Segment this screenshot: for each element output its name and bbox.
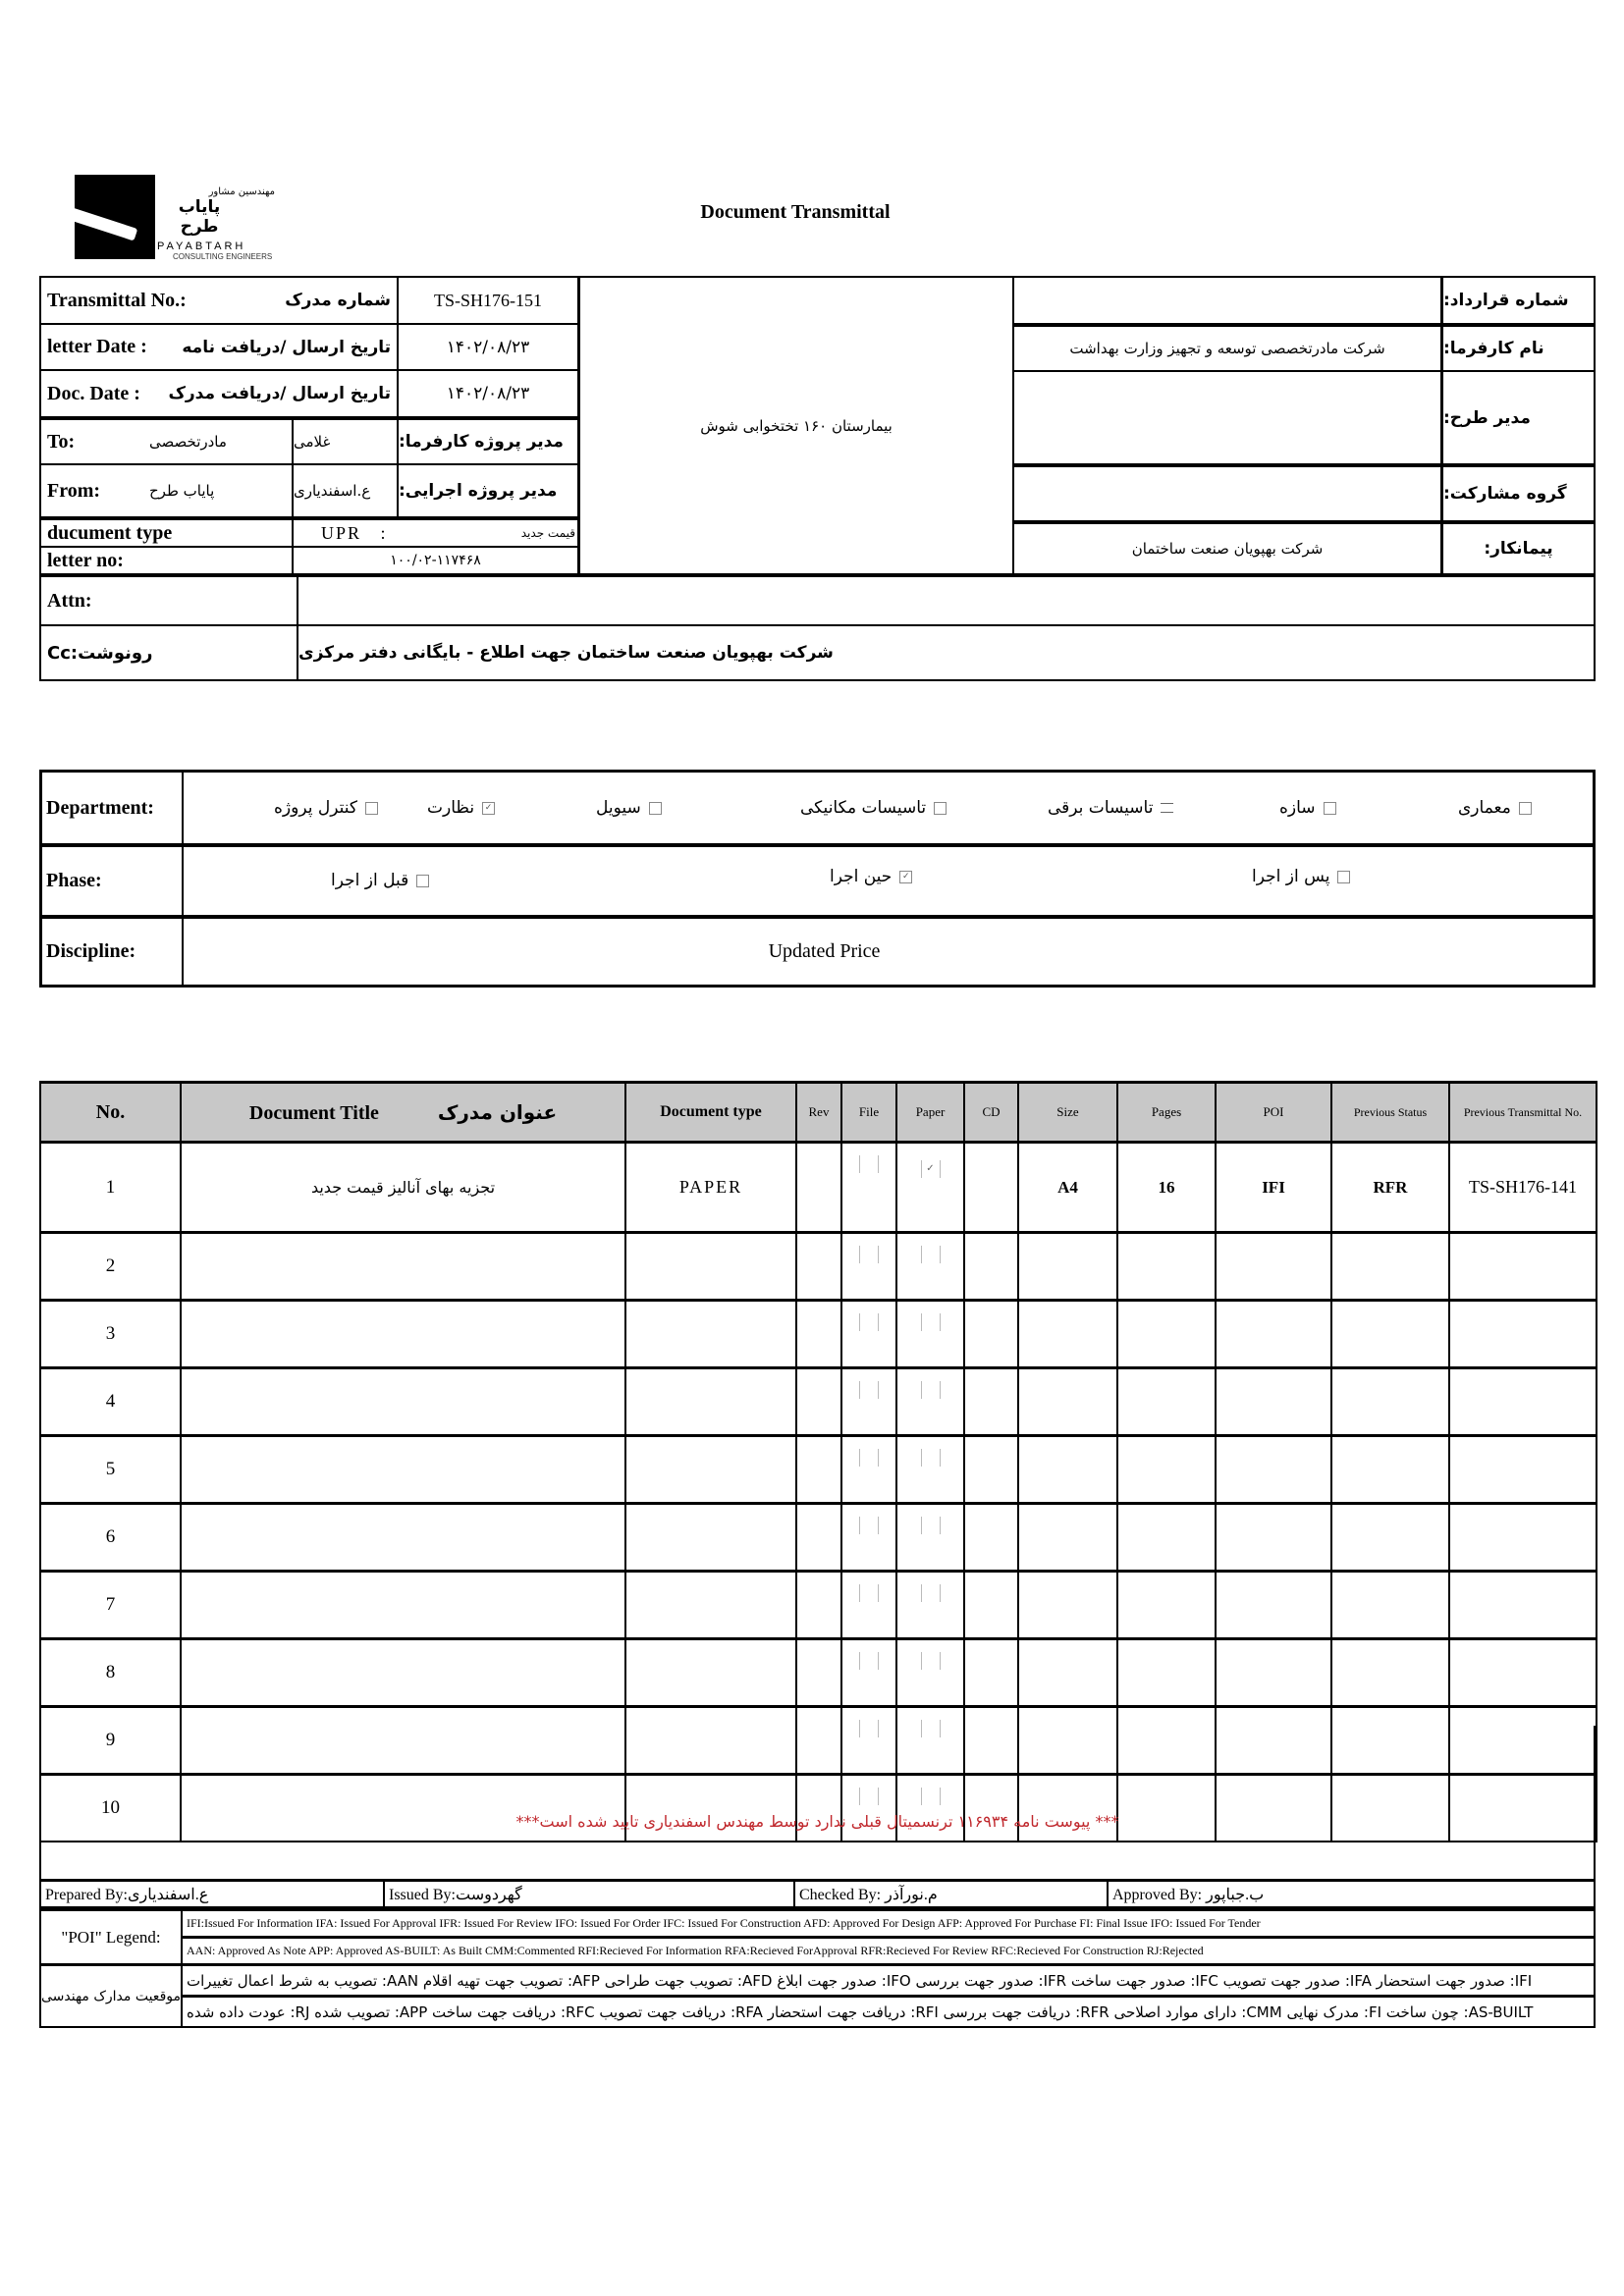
cell-type: PAPER <box>625 1143 796 1233</box>
cell-previous-transmittal <box>1449 1504 1597 1572</box>
cell-title <box>181 1368 625 1436</box>
cell-file[interactable] <box>841 1233 896 1301</box>
cell-size <box>1018 1436 1117 1504</box>
poi-legend-line-2: AAN: Approved As Note APP: Approved AS-BUILT: As Built CMM:Commented RFI:Recieved For Information RFA:Recieved ForApproval RFR:Recieved For Review RFC:Recieved For Construction RJ:Rejected <box>183 1936 1594 1963</box>
transmittal-no-value: TS-SH176-151 <box>397 278 577 323</box>
cell-pages <box>1117 1368 1216 1436</box>
discipline-value: Updated Price <box>182 915 1593 985</box>
client-value: شرکت مادرتخصصی توسعه و تجهیز وزارت بهداشت <box>1012 323 1440 370</box>
checkbox-icon[interactable] <box>1519 802 1532 815</box>
cell-title <box>181 1436 625 1504</box>
cell-no: 10 <box>40 1775 181 1842</box>
cell-poi <box>1216 1301 1331 1368</box>
cell-previous-status <box>1331 1436 1449 1504</box>
checkbox-icon[interactable] <box>1161 803 1173 813</box>
signature-row <box>39 1879 1596 1908</box>
issued-by: Issued By:گهردوست <box>385 1882 795 1906</box>
column-header-previous-transmittal: Previous Transmittal No. <box>1449 1083 1597 1143</box>
cell-no: 9 <box>40 1707 181 1775</box>
contract-no-label: شماره قرارداد: <box>1440 278 1594 323</box>
paper-checkbox-checked-icon[interactable]: ✓ <box>921 1160 941 1178</box>
checkbox-icon[interactable] <box>365 802 378 815</box>
file-checkbox-icon[interactable] <box>859 1246 879 1263</box>
column-header-paper: Paper <box>896 1083 964 1143</box>
column-header-size: Size <box>1018 1083 1117 1143</box>
department-label: Department: <box>46 796 154 819</box>
paper-checkbox-icon[interactable] <box>921 1517 941 1534</box>
note-text: *** پیوست نامه ۱۱۶۹۳۴ ترنسمیتال قبلی ندارد توسط مهندس اسفندیاری تایید شده است*** <box>515 1812 1119 1831</box>
client-label: نام کارفرما: <box>1440 323 1594 370</box>
plan-manager-value <box>1012 370 1440 463</box>
phase-options <box>182 843 1593 915</box>
department-option-structure[interactable]: سازه <box>1279 798 1336 818</box>
cell-cd <box>964 1143 1018 1233</box>
checkbox-icon[interactable] <box>416 875 429 887</box>
cell-pages <box>1117 1436 1216 1504</box>
executive-pm-value: ع.اسفندیاری <box>292 463 397 516</box>
paper-checkbox-icon[interactable] <box>921 1652 941 1670</box>
file-checkbox-icon[interactable] <box>859 1652 879 1670</box>
file-checkbox-icon[interactable] <box>859 1449 879 1467</box>
cell-pages <box>1117 1233 1216 1301</box>
cell-pages <box>1117 1639 1216 1707</box>
cell-type <box>625 1233 796 1301</box>
cell-rev <box>796 1301 841 1368</box>
cell-poi <box>1216 1639 1331 1707</box>
cell-previous-transmittal: TS-SH176-141 <box>1449 1143 1597 1233</box>
logo-fa-name: پایاب طرح <box>178 197 221 237</box>
poi-legend-label: "POI" Legend: <box>41 1911 183 1963</box>
cell-previous-transmittal <box>1449 1436 1597 1504</box>
letter-date-label: letter Date : تاریخ ارسال /دریافت نامه <box>41 323 397 369</box>
column-header-type: Document type <box>625 1083 796 1143</box>
cell-paper[interactable] <box>896 1368 964 1436</box>
cell-file[interactable] <box>841 1436 896 1504</box>
cell-rev <box>796 1368 841 1436</box>
cell-paper[interactable] <box>896 1436 964 1504</box>
letter-date-value: ۱۴۰۲/۰۸/۲۳ <box>397 323 577 369</box>
cell-rev <box>796 1639 841 1707</box>
status-legend-label: موقعیت مدارک مهندسی <box>41 1966 183 2026</box>
project-name: بیمارستان ۱۶۰ تختخوابی شوش <box>577 278 1012 573</box>
column-header-poi: POI <box>1216 1083 1331 1143</box>
cell-poi <box>1216 1368 1331 1436</box>
table-row <box>40 1572 1597 1639</box>
cell-pages <box>1117 1572 1216 1639</box>
table-row <box>40 1301 1597 1368</box>
cell-file[interactable] <box>841 1301 896 1368</box>
file-checkbox-icon[interactable] <box>859 1381 879 1399</box>
cell-previous-transmittal <box>1449 1233 1597 1301</box>
cell-title <box>181 1233 625 1301</box>
transmittal-no-label: Transmittal No.: شماره مدرک <box>47 289 391 311</box>
cell-previous-status <box>1331 1572 1449 1639</box>
cell-size: A4 <box>1018 1143 1117 1233</box>
cell-paper[interactable] <box>896 1572 964 1639</box>
note-area <box>39 1726 1596 1881</box>
table-header-row <box>40 1083 1597 1143</box>
column-header-title: Document Title عنوان مدرک <box>181 1083 625 1143</box>
paper-checkbox-icon[interactable] <box>921 1449 941 1467</box>
partnership-value <box>1012 463 1440 520</box>
table-row <box>40 1504 1597 1572</box>
paper-checkbox-icon[interactable] <box>921 1313 941 1331</box>
cell-file[interactable] <box>841 1504 896 1572</box>
cell-file[interactable] <box>841 1572 896 1639</box>
cell-poi: IFI <box>1216 1143 1331 1233</box>
cell-size <box>1018 1301 1117 1368</box>
cell-type <box>625 1436 796 1504</box>
column-header-no: No. <box>40 1083 181 1143</box>
cell-type <box>625 1572 796 1639</box>
cell-previous-status: RFR <box>1331 1143 1449 1233</box>
cell-rev <box>796 1436 841 1504</box>
client-pm-label: مدیر پروژه کارفرما: <box>397 416 577 463</box>
table-row <box>40 1639 1597 1707</box>
cell-rev <box>796 1233 841 1301</box>
department-option-architecture[interactable]: معماری <box>1458 798 1532 818</box>
cell-type <box>625 1301 796 1368</box>
cell-type <box>625 1639 796 1707</box>
cell-cd <box>964 1233 1018 1301</box>
cell-type <box>625 1504 796 1572</box>
logo-en-subtitle: CONSULTING ENGINEERS <box>173 252 273 261</box>
department-option-civil[interactable]: سیویل <box>596 798 662 818</box>
cell-size <box>1018 1639 1117 1707</box>
table-row <box>40 1368 1597 1436</box>
column-header-previous-status: Previous Status <box>1331 1083 1449 1143</box>
cell-paper[interactable] <box>896 1301 964 1368</box>
cell-previous-transmittal <box>1449 1301 1597 1368</box>
letter-no-value: ۱۰۰/۰۲-۱۱۷۴۶۸ <box>292 546 577 573</box>
checkbox-icon[interactable] <box>649 802 662 815</box>
status-legend-line-2: AS-BUILT: چون ساخت FI: مدرک نهایی CMM: دارای موارد اصلاحی RFR: دریافت جهت بررسی RFI: دریافت جهت استحضار RFA: دریافت جهت تصویب RFC: دریافت جهت ساخت APP: تصویب شده RJ: عودت داده شده <box>183 1995 1594 2026</box>
file-checkbox-icon[interactable] <box>859 1155 879 1173</box>
cell-title <box>181 1639 625 1707</box>
cell-poi <box>1216 1572 1331 1639</box>
checkbox-checked-icon[interactable]: ✓ <box>482 802 495 815</box>
paper-checkbox-icon[interactable] <box>921 1381 941 1399</box>
cell-rev <box>796 1504 841 1572</box>
status-legend-line-1: IFI: صدور جهت استحضار IFA: صدور جهت تصویب IFC: صدور جهت ساخت IFR: صدور جهت بررسی IFO: صدور جهت ابلاغ AFD: تصویب جهت طراحی AFP: تصویب جهت تهیه اقلام AAN: تصویب به شرط اعمال تغییرات <box>187 1971 1533 1990</box>
checkbox-checked-icon[interactable]: ✓ <box>899 871 912 883</box>
cc-label: Cc:رونوشت <box>41 624 297 679</box>
department-option-project-control[interactable]: کنترل پروژه <box>274 798 378 818</box>
prepared-by: Prepared By:ع.اسفندیاری <box>41 1882 385 1906</box>
checkbox-icon[interactable] <box>934 802 947 815</box>
contractor-label: پیمانکار: <box>1440 520 1594 573</box>
paper-checkbox-icon[interactable] <box>921 1246 941 1263</box>
cell-rev <box>796 1143 841 1233</box>
letter-no-label: letter no: <box>41 546 292 573</box>
file-checkbox-icon[interactable] <box>859 1313 879 1331</box>
file-checkbox-icon[interactable] <box>859 1517 879 1534</box>
cell-cd <box>964 1436 1018 1504</box>
department-option-mechanical[interactable]: تاسیسات مکانیکی <box>800 798 947 818</box>
doc-date-label: Doc. Date : تاریخ ارسال /دریافت مدرک <box>41 369 397 416</box>
table-row <box>40 1436 1597 1504</box>
contractor-value: شرکت بهپویان صنعت ساختمان <box>1012 520 1440 573</box>
column-header-cd: CD <box>964 1083 1018 1143</box>
cell-poi <box>1216 1504 1331 1572</box>
poi-legend <box>39 1908 1596 2028</box>
cell-previous-transmittal <box>1449 1572 1597 1639</box>
company-logo <box>75 175 155 259</box>
classification-block <box>39 770 1596 988</box>
cell-pages: 16 <box>1117 1143 1216 1233</box>
company-logo-text <box>157 187 285 261</box>
attn-value <box>297 573 1594 624</box>
cc-value: شرکت بهپویان صنعت ساختمان جهت اطلاع - بایگانی دفتر مرکزی <box>297 624 1594 679</box>
table-row <box>40 1143 1597 1233</box>
cell-file[interactable] <box>841 1639 896 1707</box>
cell-poi <box>1216 1436 1331 1504</box>
cell-no: 8 <box>40 1639 181 1707</box>
to-value: مادرتخصصی <box>149 416 292 463</box>
cell-file[interactable] <box>841 1368 896 1436</box>
cell-title <box>181 1504 625 1572</box>
logo-en-name: PAYABTARH <box>157 240 246 252</box>
cell-cd <box>964 1301 1018 1368</box>
cell-no: 2 <box>40 1233 181 1301</box>
discipline-label: Discipline: <box>42 915 182 985</box>
cell-cd <box>964 1572 1018 1639</box>
phase-option-after[interactable]: پس از اجرا <box>1252 867 1350 886</box>
cell-previous-status <box>1331 1368 1449 1436</box>
from-value: پایاب طرح <box>149 482 215 500</box>
column-header-rev: Rev <box>796 1083 841 1143</box>
cell-title <box>181 1572 625 1639</box>
column-header-file: File <box>841 1083 896 1143</box>
cell-previous-status <box>1331 1639 1449 1707</box>
cell-paper[interactable] <box>896 1639 964 1707</box>
phase-option-during[interactable]: ✓ حین اجرا <box>830 867 912 886</box>
cell-cd <box>964 1368 1018 1436</box>
transmittal-info-block <box>39 276 1596 681</box>
cell-size <box>1018 1504 1117 1572</box>
department-options <box>182 773 1593 843</box>
cell-title <box>181 1301 625 1368</box>
cell-size <box>1018 1572 1117 1639</box>
cell-previous-status <box>1331 1233 1449 1301</box>
cell-paper[interactable] <box>896 1143 964 1233</box>
cell-pages <box>1117 1504 1216 1572</box>
checkbox-icon[interactable] <box>1337 871 1350 883</box>
checkbox-icon[interactable] <box>1324 802 1336 815</box>
client-pm-value: غلامی <box>292 416 397 463</box>
to-label: To: <box>41 416 292 463</box>
department-option-electrical[interactable]: تاسیسات برقی <box>1048 798 1173 818</box>
cell-cd <box>964 1639 1018 1707</box>
cell-paper[interactable] <box>896 1233 964 1301</box>
from-label: From: <box>41 463 292 516</box>
cell-type <box>625 1368 796 1436</box>
cell-previous-status <box>1331 1504 1449 1572</box>
cell-previous-transmittal <box>1449 1368 1597 1436</box>
cell-no: 4 <box>40 1368 181 1436</box>
checked-by: Checked By: م.نورآذر <box>795 1882 1109 1906</box>
cell-size <box>1018 1233 1117 1301</box>
page-title: Document Transmittal <box>700 201 891 223</box>
doc-date-value: ۱۴۰۲/۰۸/۲۳ <box>397 369 577 416</box>
cell-title: تجزیه بهای آنالیز قیمت جدید <box>181 1143 625 1233</box>
table-row <box>40 1233 1597 1301</box>
column-header-pages: Pages <box>1117 1083 1216 1143</box>
contract-no-value <box>1012 278 1440 323</box>
paper-checkbox-icon[interactable] <box>921 1584 941 1602</box>
cell-cd <box>964 1504 1018 1572</box>
phase-label: Phase: <box>42 843 182 915</box>
cell-paper[interactable] <box>896 1504 964 1572</box>
cell-no: 3 <box>40 1301 181 1368</box>
cell-poi <box>1216 1233 1331 1301</box>
partnership-label: گروه مشارکت: <box>1440 463 1594 520</box>
cell-previous-status <box>1331 1301 1449 1368</box>
document-type-value: UPR : قیمت جدید <box>292 516 577 546</box>
cell-pages <box>1117 1301 1216 1368</box>
phase-option-before[interactable]: قبل از اجرا <box>331 871 429 890</box>
cell-no: 7 <box>40 1572 181 1639</box>
attn-label: Attn: <box>41 573 297 624</box>
department-option-supervision[interactable]: ✓ نظارت <box>427 798 495 818</box>
file-checkbox-icon[interactable] <box>859 1584 879 1602</box>
cell-rev <box>796 1572 841 1639</box>
poi-legend-line-1: IFI:Issued For Information IFA: Issued For Approval IFR: Issued For Review IFO: Issued For Order IFC: Issued For Construction AFD: Approved For Design AFP: Approved For Purchase FI: Final Issue IFO: Issued For Tender <box>187 1916 1261 1930</box>
cell-size <box>1018 1368 1117 1436</box>
cell-file[interactable] <box>841 1143 896 1233</box>
cell-previous-transmittal <box>1449 1639 1597 1707</box>
approved-by: Approved By: ب.جباپور <box>1112 1886 1265 1903</box>
cell-no: 6 <box>40 1504 181 1572</box>
cell-no: 1 <box>40 1143 181 1233</box>
document-type-label: ducument type <box>41 516 292 546</box>
plan-manager-label: مدیر طرح: <box>1440 370 1594 463</box>
logo-fa-subtitle: مهندسین مشاور <box>208 187 275 197</box>
cell-no: 5 <box>40 1436 181 1504</box>
executive-pm-label: مدیر پروژه اجرایی: <box>397 463 577 516</box>
